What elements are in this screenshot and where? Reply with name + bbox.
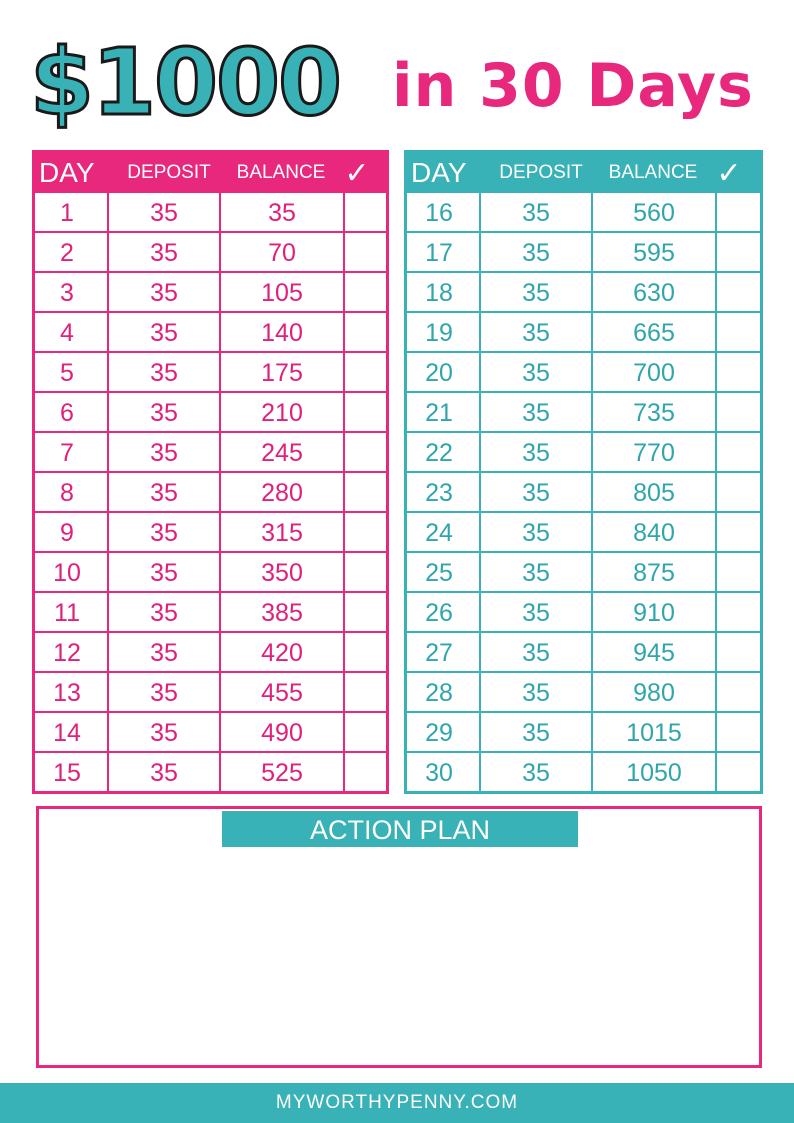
- checkbox-cell[interactable]: [717, 473, 760, 511]
- deposit-cell: 35: [481, 713, 593, 751]
- balance-cell: 840: [593, 513, 717, 551]
- balance-cell: 1050: [593, 753, 717, 793]
- table-row: [35, 633, 386, 673]
- deposit-cell: 35: [109, 433, 221, 471]
- table-row: [407, 633, 760, 673]
- savings-table-days-1-15: [32, 150, 389, 794]
- table-row: [407, 593, 760, 633]
- day-cell: 23: [407, 473, 481, 511]
- deposit-cell: 35: [481, 593, 593, 631]
- deposit-cell: 35: [481, 273, 593, 311]
- table-row: [35, 393, 386, 433]
- deposit-cell: 35: [481, 233, 593, 271]
- table-row: [407, 753, 760, 793]
- checkbox-cell[interactable]: [345, 353, 386, 391]
- checkbox-cell[interactable]: [345, 473, 386, 511]
- balance-cell: 805: [593, 473, 717, 511]
- balance-cell: 140: [221, 313, 345, 351]
- table-row: [35, 553, 386, 593]
- balance-cell: 910: [593, 593, 717, 631]
- day-cell: 8: [35, 473, 109, 511]
- table-row: [407, 233, 760, 273]
- balance-cell: 385: [221, 593, 345, 631]
- balance-cell: 210: [221, 393, 345, 431]
- header-deposit: DEPOSIT: [499, 162, 583, 183]
- balance-cell: 700: [593, 353, 717, 391]
- day-cell: 6: [35, 393, 109, 431]
- day-cell: 28: [407, 673, 481, 711]
- day-cell: 5: [35, 353, 109, 391]
- checkbox-cell[interactable]: [345, 193, 386, 231]
- balance-cell: 70: [221, 233, 345, 271]
- checkbox-cell[interactable]: [717, 633, 760, 671]
- table-row: [407, 193, 760, 233]
- balance-cell: 490: [221, 713, 345, 751]
- deposit-cell: 35: [109, 593, 221, 631]
- table-row: [35, 593, 386, 633]
- action-plan-label: ACTION PLAN: [222, 811, 578, 847]
- day-cell: 27: [407, 633, 481, 671]
- checkbox-cell[interactable]: [345, 673, 386, 711]
- day-cell: 25: [407, 553, 481, 591]
- deposit-cell: 35: [481, 513, 593, 551]
- checkbox-cell[interactable]: [345, 273, 386, 311]
- checkbox-cell[interactable]: [345, 313, 386, 351]
- table-body: [407, 193, 760, 793]
- table-row: [407, 393, 760, 433]
- header-balance: BALANCE: [236, 162, 326, 183]
- deposit-cell: 35: [109, 193, 221, 231]
- day-cell: 26: [407, 593, 481, 631]
- day-cell: 22: [407, 433, 481, 471]
- day-cell: 18: [407, 273, 481, 311]
- balance-cell: 665: [593, 313, 717, 351]
- balance-cell: 1015: [593, 713, 717, 751]
- deposit-cell: 35: [109, 713, 221, 751]
- day-cell: 9: [35, 513, 109, 551]
- deposit-cell: 35: [481, 553, 593, 591]
- day-cell: 29: [407, 713, 481, 751]
- checkbox-cell[interactable]: [345, 593, 386, 631]
- deposit-cell: 35: [109, 233, 221, 271]
- table-header: [407, 153, 760, 193]
- checkbox-cell[interactable]: [717, 353, 760, 391]
- day-cell: 16: [407, 193, 481, 231]
- day-cell: 4: [35, 313, 109, 351]
- table-row: [35, 673, 386, 713]
- table-row: [35, 313, 386, 353]
- table-row: [35, 433, 386, 473]
- deposit-cell: 35: [481, 473, 593, 511]
- day-cell: 14: [35, 713, 109, 751]
- deposit-cell: 35: [109, 753, 221, 793]
- header-deposit: DEPOSIT: [127, 162, 211, 183]
- balance-cell: 595: [593, 233, 717, 271]
- checkbox-cell[interactable]: [717, 513, 760, 551]
- deposit-cell: 35: [109, 633, 221, 671]
- checkbox-cell[interactable]: [345, 753, 386, 793]
- table-row: [407, 553, 760, 593]
- title-amount: $1000: [30, 29, 341, 136]
- checkbox-cell[interactable]: [717, 433, 760, 471]
- deposit-cell: 35: [481, 393, 593, 431]
- checkbox-cell[interactable]: [717, 233, 760, 271]
- checkbox-cell[interactable]: [345, 433, 386, 471]
- day-cell: 30: [407, 753, 481, 793]
- checkmark-icon: ✓: [716, 156, 742, 190]
- header-day: DAY: [411, 157, 467, 188]
- checkbox-cell[interactable]: [345, 713, 386, 751]
- title-rest: in 30 Days: [392, 51, 754, 121]
- day-cell: 12: [35, 633, 109, 671]
- table-row: [35, 233, 386, 273]
- balance-cell: 630: [593, 273, 717, 311]
- day-cell: 2: [35, 233, 109, 271]
- checkbox-cell[interactable]: [345, 233, 386, 271]
- action-plan-box[interactable]: [36, 806, 762, 1068]
- checkbox-cell[interactable]: [345, 633, 386, 671]
- balance-cell: 420: [221, 633, 345, 671]
- balance-cell: 105: [221, 273, 345, 311]
- table-row: [407, 673, 760, 713]
- deposit-cell: 35: [109, 393, 221, 431]
- checkbox-cell[interactable]: [345, 513, 386, 551]
- day-cell: 10: [35, 553, 109, 591]
- header-balance: BALANCE: [608, 162, 698, 183]
- footer-website: MYWORTHYPENNY.COM: [275, 1092, 519, 1113]
- balance-cell: 280: [221, 473, 345, 511]
- balance-cell: 315: [221, 513, 345, 551]
- balance-cell: 175: [221, 353, 345, 391]
- balance-cell: 455: [221, 673, 345, 711]
- checkbox-cell[interactable]: [717, 673, 760, 711]
- day-cell: 21: [407, 393, 481, 431]
- checkbox-cell[interactable]: [717, 713, 760, 751]
- deposit-cell: 35: [109, 313, 221, 351]
- balance-cell: 945: [593, 633, 717, 671]
- day-cell: 3: [35, 273, 109, 311]
- balance-cell: 560: [593, 193, 717, 231]
- deposit-cell: 35: [109, 513, 221, 551]
- table-row: [407, 353, 760, 393]
- checkbox-cell[interactable]: [717, 393, 760, 431]
- day-cell: 7: [35, 433, 109, 471]
- table-row: [35, 473, 386, 513]
- table-header: [35, 153, 386, 193]
- balance-cell: 245: [221, 433, 345, 471]
- deposit-cell: 35: [481, 433, 593, 471]
- balance-cell: 735: [593, 393, 717, 431]
- deposit-cell: 35: [481, 673, 593, 711]
- day-cell: 11: [35, 593, 109, 631]
- checkbox-cell[interactable]: [717, 313, 760, 351]
- deposit-cell: 35: [109, 473, 221, 511]
- page-title: [30, 28, 770, 138]
- day-cell: 24: [407, 513, 481, 551]
- checkbox-cell[interactable]: [717, 553, 760, 591]
- table-row: [35, 753, 386, 793]
- savings-table-days-16-30: [404, 150, 763, 794]
- balance-cell: 770: [593, 433, 717, 471]
- table-row: [35, 513, 386, 553]
- table-row: [35, 193, 386, 233]
- deposit-cell: 35: [109, 273, 221, 311]
- header-day: DAY: [39, 157, 95, 188]
- checkbox-cell[interactable]: [717, 593, 760, 631]
- table-row: [407, 433, 760, 473]
- day-cell: 15: [35, 753, 109, 793]
- checkbox-cell[interactable]: [345, 553, 386, 591]
- table-row: [35, 353, 386, 393]
- footer: [0, 1083, 794, 1123]
- checkbox-cell[interactable]: [345, 393, 386, 431]
- checkmark-icon: ✓: [344, 156, 370, 190]
- table-row: [407, 513, 760, 553]
- balance-cell: 980: [593, 673, 717, 711]
- balance-cell: 350: [221, 553, 345, 591]
- table-row: [407, 273, 760, 313]
- deposit-cell: 35: [481, 633, 593, 671]
- day-cell: 17: [407, 233, 481, 271]
- day-cell: 20: [407, 353, 481, 391]
- table-row: [407, 313, 760, 353]
- checkbox-cell[interactable]: [717, 193, 760, 231]
- table-row: [407, 713, 760, 753]
- checkbox-cell[interactable]: [717, 273, 760, 311]
- table-row: [35, 713, 386, 753]
- deposit-cell: 35: [481, 753, 593, 793]
- day-cell: 19: [407, 313, 481, 351]
- deposit-cell: 35: [109, 673, 221, 711]
- deposit-cell: 35: [109, 353, 221, 391]
- table-row: [407, 473, 760, 513]
- deposit-cell: 35: [481, 193, 593, 231]
- table-body: [35, 193, 386, 793]
- deposit-cell: 35: [481, 313, 593, 351]
- deposit-cell: 35: [481, 353, 593, 391]
- deposit-cell: 35: [109, 553, 221, 591]
- balance-cell: 35: [221, 193, 345, 231]
- balance-cell: 525: [221, 753, 345, 793]
- table-row: [35, 273, 386, 313]
- checkbox-cell[interactable]: [717, 753, 760, 793]
- balance-cell: 875: [593, 553, 717, 591]
- day-cell: 1: [35, 193, 109, 231]
- day-cell: 13: [35, 673, 109, 711]
